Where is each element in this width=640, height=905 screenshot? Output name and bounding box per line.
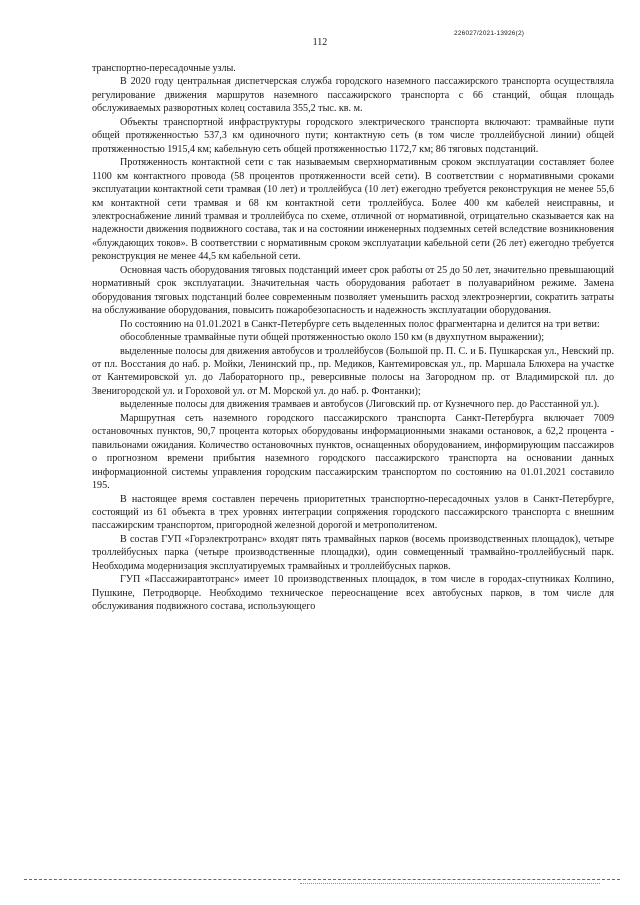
paragraph: В настоящее время составлен перечень приоритетных транспортно-пересадочных узлов в Санкт-Петербурге, состоящий из 61 объекта в трех уровнях интеграции сопряжения городского пассажирского транспорта с внешним пассажирским транспортом, пригородной железной дорогой и метрополитеном.: [92, 493, 614, 532]
paragraph: ГУП «Пассажиравтотранс» имеет 10 производственных площадок, в том числе в городах-спутниках Колпино, Пушкине, Петродворце. Необходимо техническое переоснащение всех автобусных парков, в том числе для обслуживания подвижного состава, использующего: [92, 574, 614, 613]
page-number: 112: [312, 37, 328, 48]
paragraph: В состав ГУП «Горэлектротранс» входят пять трамвайных парков (восемь производственных площадок), четыре троллейбусных парка (четыре производственные площадки), один совмещенный трамвайно-троллейбусный парк. Необходима модернизация эксплуатируемых трамвайных и троллейбусных парков.: [92, 533, 614, 572]
list-item: обособленные трамвайные пути общей протяженностью около 150 км (в двухпутном выражении);: [120, 332, 545, 344]
paragraph: Протяженность контактной сети с так называемым сверхнормативным сроком эксплуатации составляет более 1100 км контактного провода (58 процентов протяженности всей сети). В соответствии с нормативными сроками эксплуатации контактной сети трамвая (10 лет) и троллейбуса (10 лет) ежегодно требуется реконструкция не менее 55,6 км контактной сети трамвая и 68 км контактной сети троллейбуса. Более 400 км кабелей неисправны, и электроснабжение линий трамвая и троллейбуса по схеме, отличной от нормативной, отрицательно сказывается как на надежности движения подвижного состава, так и на состоянии инженерных подземных сетей вследствие возникновения «блуждающих токов». В соответствии с нормативным сроком эксплуатации кабельной сети (26 лет) ежегодно требуется реконструкция не менее 44,5 км кабельной сети.: [92, 157, 614, 263]
paragraph: Маршрутная сеть наземного городского пассажирского транспорта Санкт-Петербурга включает 7009 остановочных пунктов, 90,7 процента которых оборудованы информационными знаками остановок, а 62,2 процента - павильонами ожидания. Количество остановочных пунктов, оснащенных оборудованием, информирующим пассажиров о прогнозном времени прибытия наземного городского пассажирского транспорта на основании данных информационной системы управления городским пассажирским транспортом по состоянию на 01.01.2021 составило 195.: [92, 412, 614, 492]
paragraph: транспортно-пересадочные узлы.: [92, 63, 236, 74]
paragraph: Основная часть оборудования тяговых подстанций имеет срок работы от 25 до 50 лет, значительно превышающий нормативный срок эксплуатации. Значительная часть оборудования работает в полуаварийном режиме. Замена оборудования тяговых подстанций более современным позволяет уменьшить расход электроэнергии, сократить затраты на обслуживание оборудования, повысить пожаробезопасность и надежность эксплуатации оборудования.: [92, 264, 614, 317]
document-body: [92, 62, 614, 614]
list-item: выделенные полосы для движения трамваев и автобусов (Лиговский пр. от Кузнечного пер. до Расстанной ул.).: [120, 399, 600, 411]
document-id: 226027/2021-13926(2): [454, 30, 525, 37]
list-item: выделенные полосы для движения автобусов и троллейбусов (Большой пр. П. С. и Б. Пушкарская ул., Невский пр. от пл. Восстания до наб. р. Мойки, Ленинский пр., пр. Медиков, Кантемировская ул., пр. Маршала Блюхера на участке от Кантемировской ул. до Лабораторного пр., реверсивные полосы на Загородном пр. от Владимирской пл. до Звенигородской ул. и Гороховой ул. от М. Морской ул. до наб. р. Фонтанки);: [92, 345, 614, 397]
scan-bottom-edge-secondary: [300, 883, 600, 884]
paragraph: Объекты транспортной инфраструктуры городского электрического транспорта включают: трамвайные пути общей протяженностью 537,3 км одиночного пути; контактную сеть (в том числе троллейбусной линии) общей протяженностью 1915,4 км; кабельную сеть общей протяженностью 1172,7 км; 86 тяговых подстанций.: [92, 116, 614, 155]
paragraph: По состоянию на 01.01.2021 в Санкт-Петербурге сеть выделенных полос фрагментарна и делится на три ветви:: [120, 318, 600, 330]
scan-bottom-edge: [24, 879, 620, 880]
paragraph: В 2020 году центральная диспетчерская служба городского наземного пассажирского транспорта осуществляла регулирование движения маршрутов наземного пассажирского транспорта с 66 станций, общая площадь обслуживаемых разворотных колец составила 355,2 тыс. кв. м.: [92, 76, 614, 115]
